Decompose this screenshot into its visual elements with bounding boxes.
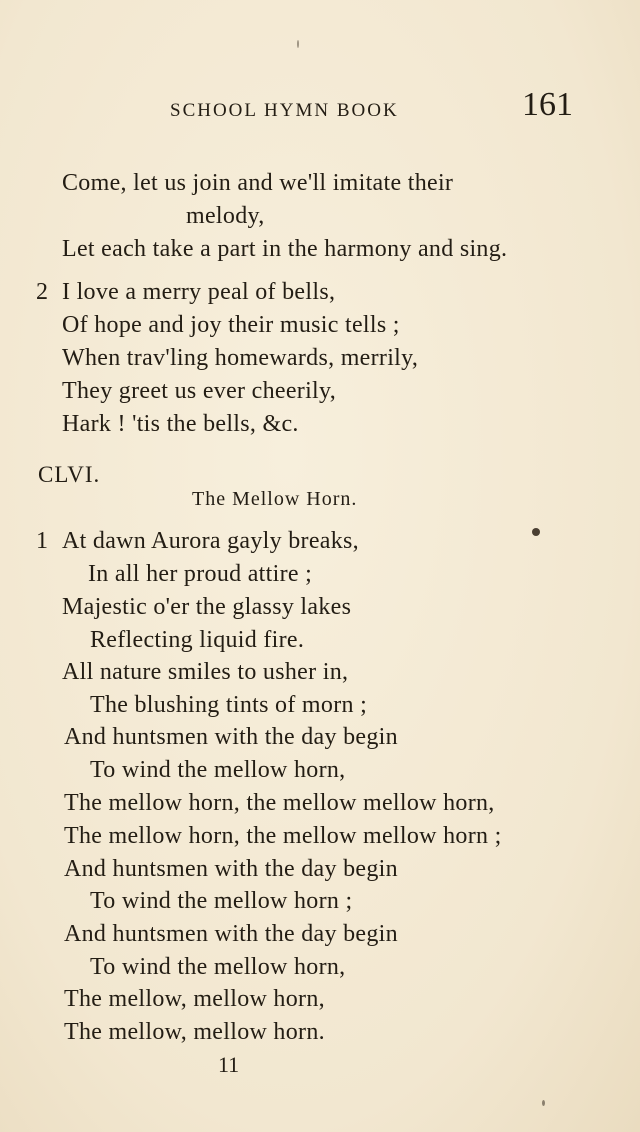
- stanza-2-line-4: They greet us ever cheerily,: [62, 378, 337, 404]
- hymn-line-4: Reflecting liquid fire.: [90, 627, 305, 653]
- stanza-2-number: 2: [36, 279, 49, 305]
- page-number: 161: [522, 86, 573, 123]
- hymn-line-2: In all her proud attire ;: [88, 561, 313, 587]
- hymn-line-9: The mellow horn, the mellow mellow horn,: [64, 790, 495, 816]
- hymn-line-16: The mellow, mellow horn.: [64, 1019, 325, 1045]
- verse-number: 1: [36, 528, 49, 554]
- stanza-2-line-1: I love a merry peal of bells,: [62, 279, 336, 305]
- stanza-2-line-5: Hark ! 'tis the bells, &c.: [62, 411, 299, 437]
- ink-spot: [532, 528, 540, 536]
- continued-line-2: melody,: [186, 203, 265, 229]
- stanza-2-line-3: When trav'ling homewards, merrily,: [62, 345, 419, 371]
- hymn-line-14: To wind the mellow horn,: [90, 954, 346, 980]
- continued-line-3: Let each take a part in the harmony and sing.: [62, 236, 508, 262]
- ink-speck: [297, 40, 299, 48]
- hymn-line-15: The mellow, mellow horn,: [64, 986, 325, 1012]
- hymn-line-11: And huntsmen with the day begin: [64, 856, 398, 882]
- hymn-line-1: At dawn Aurora gayly breaks,: [62, 528, 359, 554]
- hymn-line-13: And huntsmen with the day begin: [64, 921, 398, 947]
- ink-speck: [542, 1100, 545, 1106]
- hymn-number: CLVI.: [38, 462, 101, 487]
- running-header: SCHOOL HYMN BOOK: [170, 100, 399, 121]
- hymn-title: The Mellow Horn.: [192, 488, 358, 510]
- hymn-line-8: To wind the mellow horn,: [90, 757, 346, 783]
- stanza-2-line-2: Of hope and joy their music tells ;: [62, 312, 400, 338]
- hymn-line-3: Majestic o'er the glassy lakes: [62, 594, 352, 620]
- signature-mark: 11: [218, 1052, 240, 1077]
- hymn-line-7: And huntsmen with the day begin: [64, 724, 398, 750]
- hymn-line-10: The mellow horn, the mellow mellow horn ;: [64, 823, 502, 849]
- hymn-line-5: All nature smiles to usher in,: [62, 659, 349, 685]
- hymn-line-12: To wind the mellow horn ;: [90, 888, 353, 914]
- continued-line-1: Come, let us join and we'll imitate their: [62, 170, 454, 196]
- hymn-line-6: The blushing tints of morn ;: [90, 692, 368, 718]
